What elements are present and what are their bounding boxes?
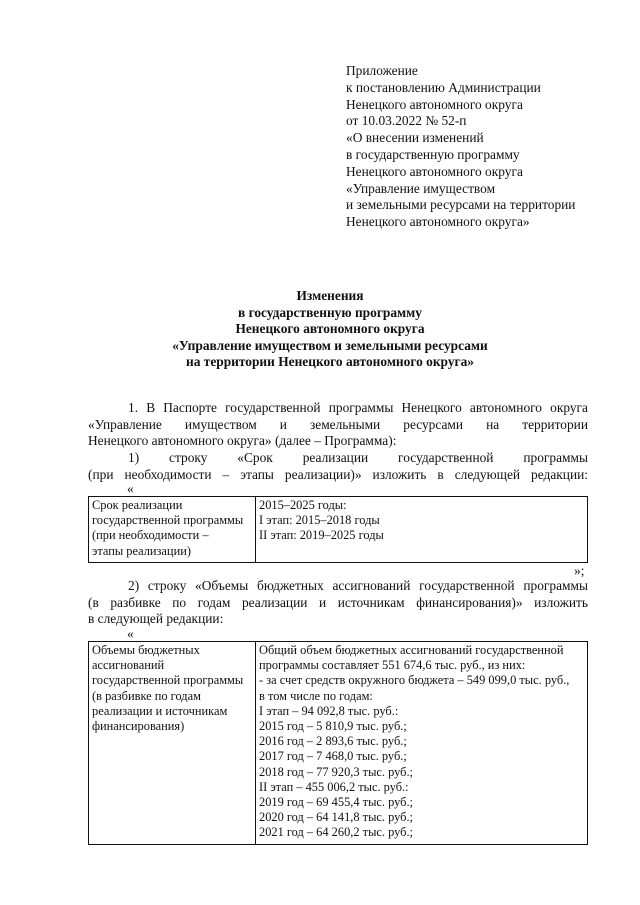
cell-line: (при необходимости – [92, 528, 209, 543]
item1-paragraph [88, 450, 588, 483]
cell-line: Объемы бюджетных [92, 643, 200, 657]
section1-line: 1. В Паспорте государственной программы Ненецкого автономного округа [128, 400, 588, 415]
title-line: Ненецкого автономного округа [235, 321, 425, 337]
appendix-line: Приложение [346, 63, 418, 78]
cell-line: Срок реализации [92, 498, 183, 512]
item1-line: 1) строку «Срок реализации государственной программы [128, 450, 588, 465]
cell-line: II этап: 2019–2025 годы [259, 528, 384, 543]
table-label-cell [89, 497, 256, 563]
cell-line: I этап – 94 092,8 тыс. руб.: [259, 703, 399, 718]
cell-line: Общий объем бюджетных ассигнований государственной [259, 643, 564, 657]
quote-open: « [127, 481, 134, 496]
section1-line: Ненецкого автономного округа» (далее – Программа): [88, 433, 397, 449]
cell-line: финансирования) [92, 719, 185, 734]
appendix-line: Ненецкого автономного округа [346, 163, 523, 179]
appendix-line: Ненецкого автономного округа [346, 96, 523, 112]
appendix-line: «О внесении изменений [346, 130, 484, 146]
cell-line: 2017 год – 7 468,0 тыс. руб.; [259, 749, 407, 764]
cell-line: 2021 год – 64 260,2 тыс. руб.; [259, 825, 413, 840]
section1-line: «Управление имуществом и земельными ресурсами на территории [88, 416, 588, 432]
quote-open: « [127, 626, 134, 641]
item2-line: (в разбивке по годам реализации и источникам финансирования)» изложить [88, 594, 588, 610]
cell-line: в том числе по годам: [259, 688, 373, 703]
cell-line: программы составляет 551 674,6 тыс. руб., из них: [259, 658, 526, 673]
cell-line: государственной программы [92, 513, 244, 528]
cell-line: 2015–2025 годы: [259, 498, 347, 512]
table-row [89, 642, 588, 845]
appendix-line: и земельными ресурсами на территории [346, 197, 576, 213]
table-value-cell [256, 497, 588, 563]
title-line: в государственную программу [238, 304, 422, 320]
appendix-block [346, 63, 575, 231]
cell-line: ассигнований [92, 658, 165, 673]
appendix-line: «Управление имуществом [346, 180, 496, 196]
table-row [89, 497, 588, 563]
cell-line: этапы реализации) [92, 543, 191, 558]
document-title [80, 288, 580, 371]
appendix-line: к постановлению Администрации [346, 79, 541, 95]
table-term [88, 496, 588, 563]
section1-paragraph [88, 400, 588, 450]
appendix-line: в государственную программу [346, 146, 520, 162]
cell-line: - за счет средств окружного бюджета – 549 099,0 тыс. руб., [259, 673, 570, 688]
title-line: «Управление имуществом и земельными ресурсами [172, 337, 488, 353]
title-line: Изменения [296, 288, 364, 303]
cell-line: 2015 год – 5 810,9 тыс. руб.; [259, 719, 407, 734]
cell-line: 2019 год – 69 455,4 тыс. руб.; [259, 795, 413, 810]
cell-line: 2016 год – 2 893,6 тыс. руб.; [259, 734, 407, 749]
item1-line: (при необходимости – этапы реализации)» изложить в следующей редакции: [88, 466, 588, 482]
table-label-cell [89, 642, 256, 845]
item2-line: в следующей редакции: [88, 611, 224, 627]
item2-paragraph [88, 578, 588, 628]
appendix-line: от 10.03.2022 № 52-п [346, 113, 467, 129]
table-budget [88, 641, 588, 845]
cell-line: 2018 год – 77 920,3 тыс. руб.; [259, 764, 413, 779]
cell-line: (в разбивке по годам [92, 688, 201, 703]
cell-line: II этап – 455 006,2 тыс. руб.: [259, 779, 409, 794]
cell-line: I этап: 2015–2018 годы [259, 513, 380, 528]
cell-line: государственной программы [92, 673, 244, 688]
quote-close: »; [574, 563, 585, 578]
cell-line: 2020 год – 64 141,8 тыс. руб.; [259, 810, 413, 825]
item2-line: 2) строку «Объемы бюджетных ассигнований государственной программы [128, 578, 588, 593]
table-value-cell [256, 642, 588, 845]
title-line: на территории Ненецкого автономного округа» [186, 354, 474, 370]
appendix-line: Ненецкого автономного округа» [346, 214, 530, 230]
cell-line: реализации и источникам [92, 703, 228, 718]
